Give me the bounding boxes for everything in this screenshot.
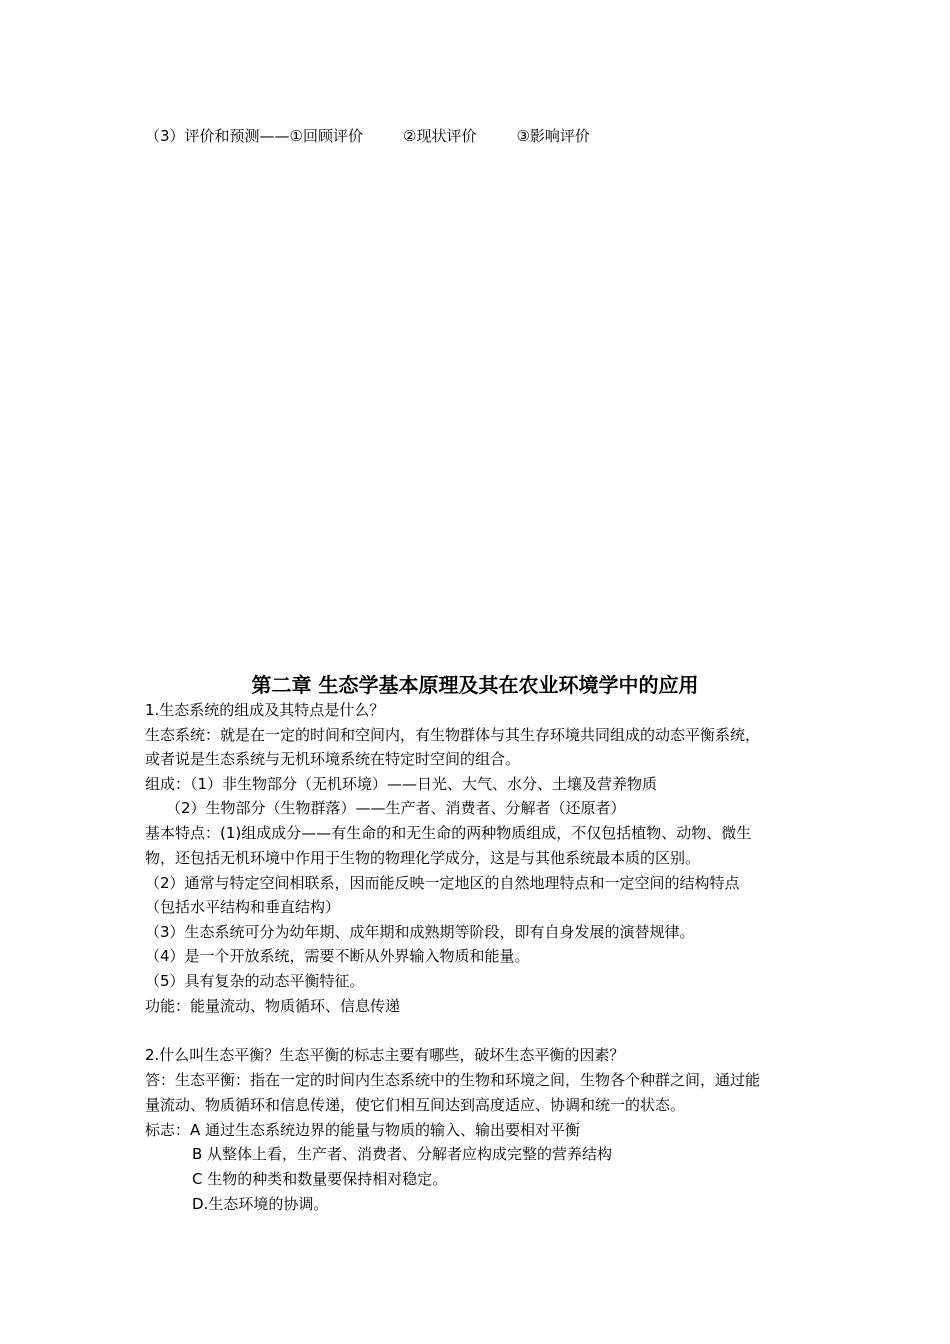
evaluation-lead: （3）评价和预测——①回顾评价 [145,127,363,145]
q1-features-line2: 物，还包括无机环境中作用于生物的物理化学成分，这是与其他系统最本质的区别。 [145,849,701,867]
q1-composition-line1: 组成：（1）非生物部分（无机环境）——日光、大气、水分、土壤及营养物质 [145,775,658,793]
q1-definition-line1: 生态系统：就是在一定的时间和空间内，有生物群体与其生存环境共同组成的动态平衡系统， [145,726,761,744]
evaluation-current: ②现状评价 [403,127,477,145]
q1-feature2-line2: （包括水平结构和垂直结构） [145,898,341,916]
q1-feature5: （5）具有复杂的动态平衡特征。 [145,972,365,990]
q2-sign-c: C 生物的种类和数量要保持相对稳定。 [192,1170,448,1188]
q2-answer-line1: 答：生态平衡：指在一定的时间内生态系统中的生物和环境之间，生物各个种群之间，通过能 [145,1071,761,1089]
chapter-title: 第二章 生态学基本原理及其在农业环境学中的应用 [251,673,699,697]
evaluation-impact: ③影响评价 [516,127,590,145]
q1-features-line1: 基本特点：(1)组成成分——有生命的和无生命的两种物质组成，不仅包括植物、动物、微生 [145,824,752,842]
q1-composition-line2: （2）生物部分（生物群落）——生产者、消费者、分解者（还原者） [166,799,626,817]
q1-question: 1.生态系统的组成及其特点是什么？ [145,701,385,719]
q2-answer-line2: 量流动、物质循环和信息传递，使它们相互间达到高度适应、协调和统一的状态。 [145,1096,686,1114]
q1-feature3: （3）生态系统可分为幼年期、成年期和成熟期等阶段，即有自身发展的演替规律。 [145,923,695,941]
q2-question: 2.什么叫生态平衡？生态平衡的标志主要有哪些，破坏生态平衡的因素？ [145,1046,625,1064]
q2-sign-a: 标志：A 通过生态系统边界的能量与物质的输入、输出要相对平衡 [145,1121,581,1139]
q1-function: 功能：能量流动、物质循环、信息传递 [145,997,401,1015]
q2-sign-b: B 从整体上看，生产者、消费者、分解者应构成完整的营养结构 [192,1145,613,1163]
q1-feature2-line1: （2）通常与特定空间相联系，因而能反映一定地区的自然地理特点和一定空间的结构特点 [145,874,740,892]
evaluation-line [145,126,590,146]
q1-definition-line2: 或者说是生态系统与无机环境系统在特定时空间的组合。 [145,750,521,768]
q2-sign-d: D.生态环境的协调。 [192,1195,329,1213]
q1-feature4: （4）是一个开放系统，需要不断从外界输入物质和能量。 [145,947,530,965]
